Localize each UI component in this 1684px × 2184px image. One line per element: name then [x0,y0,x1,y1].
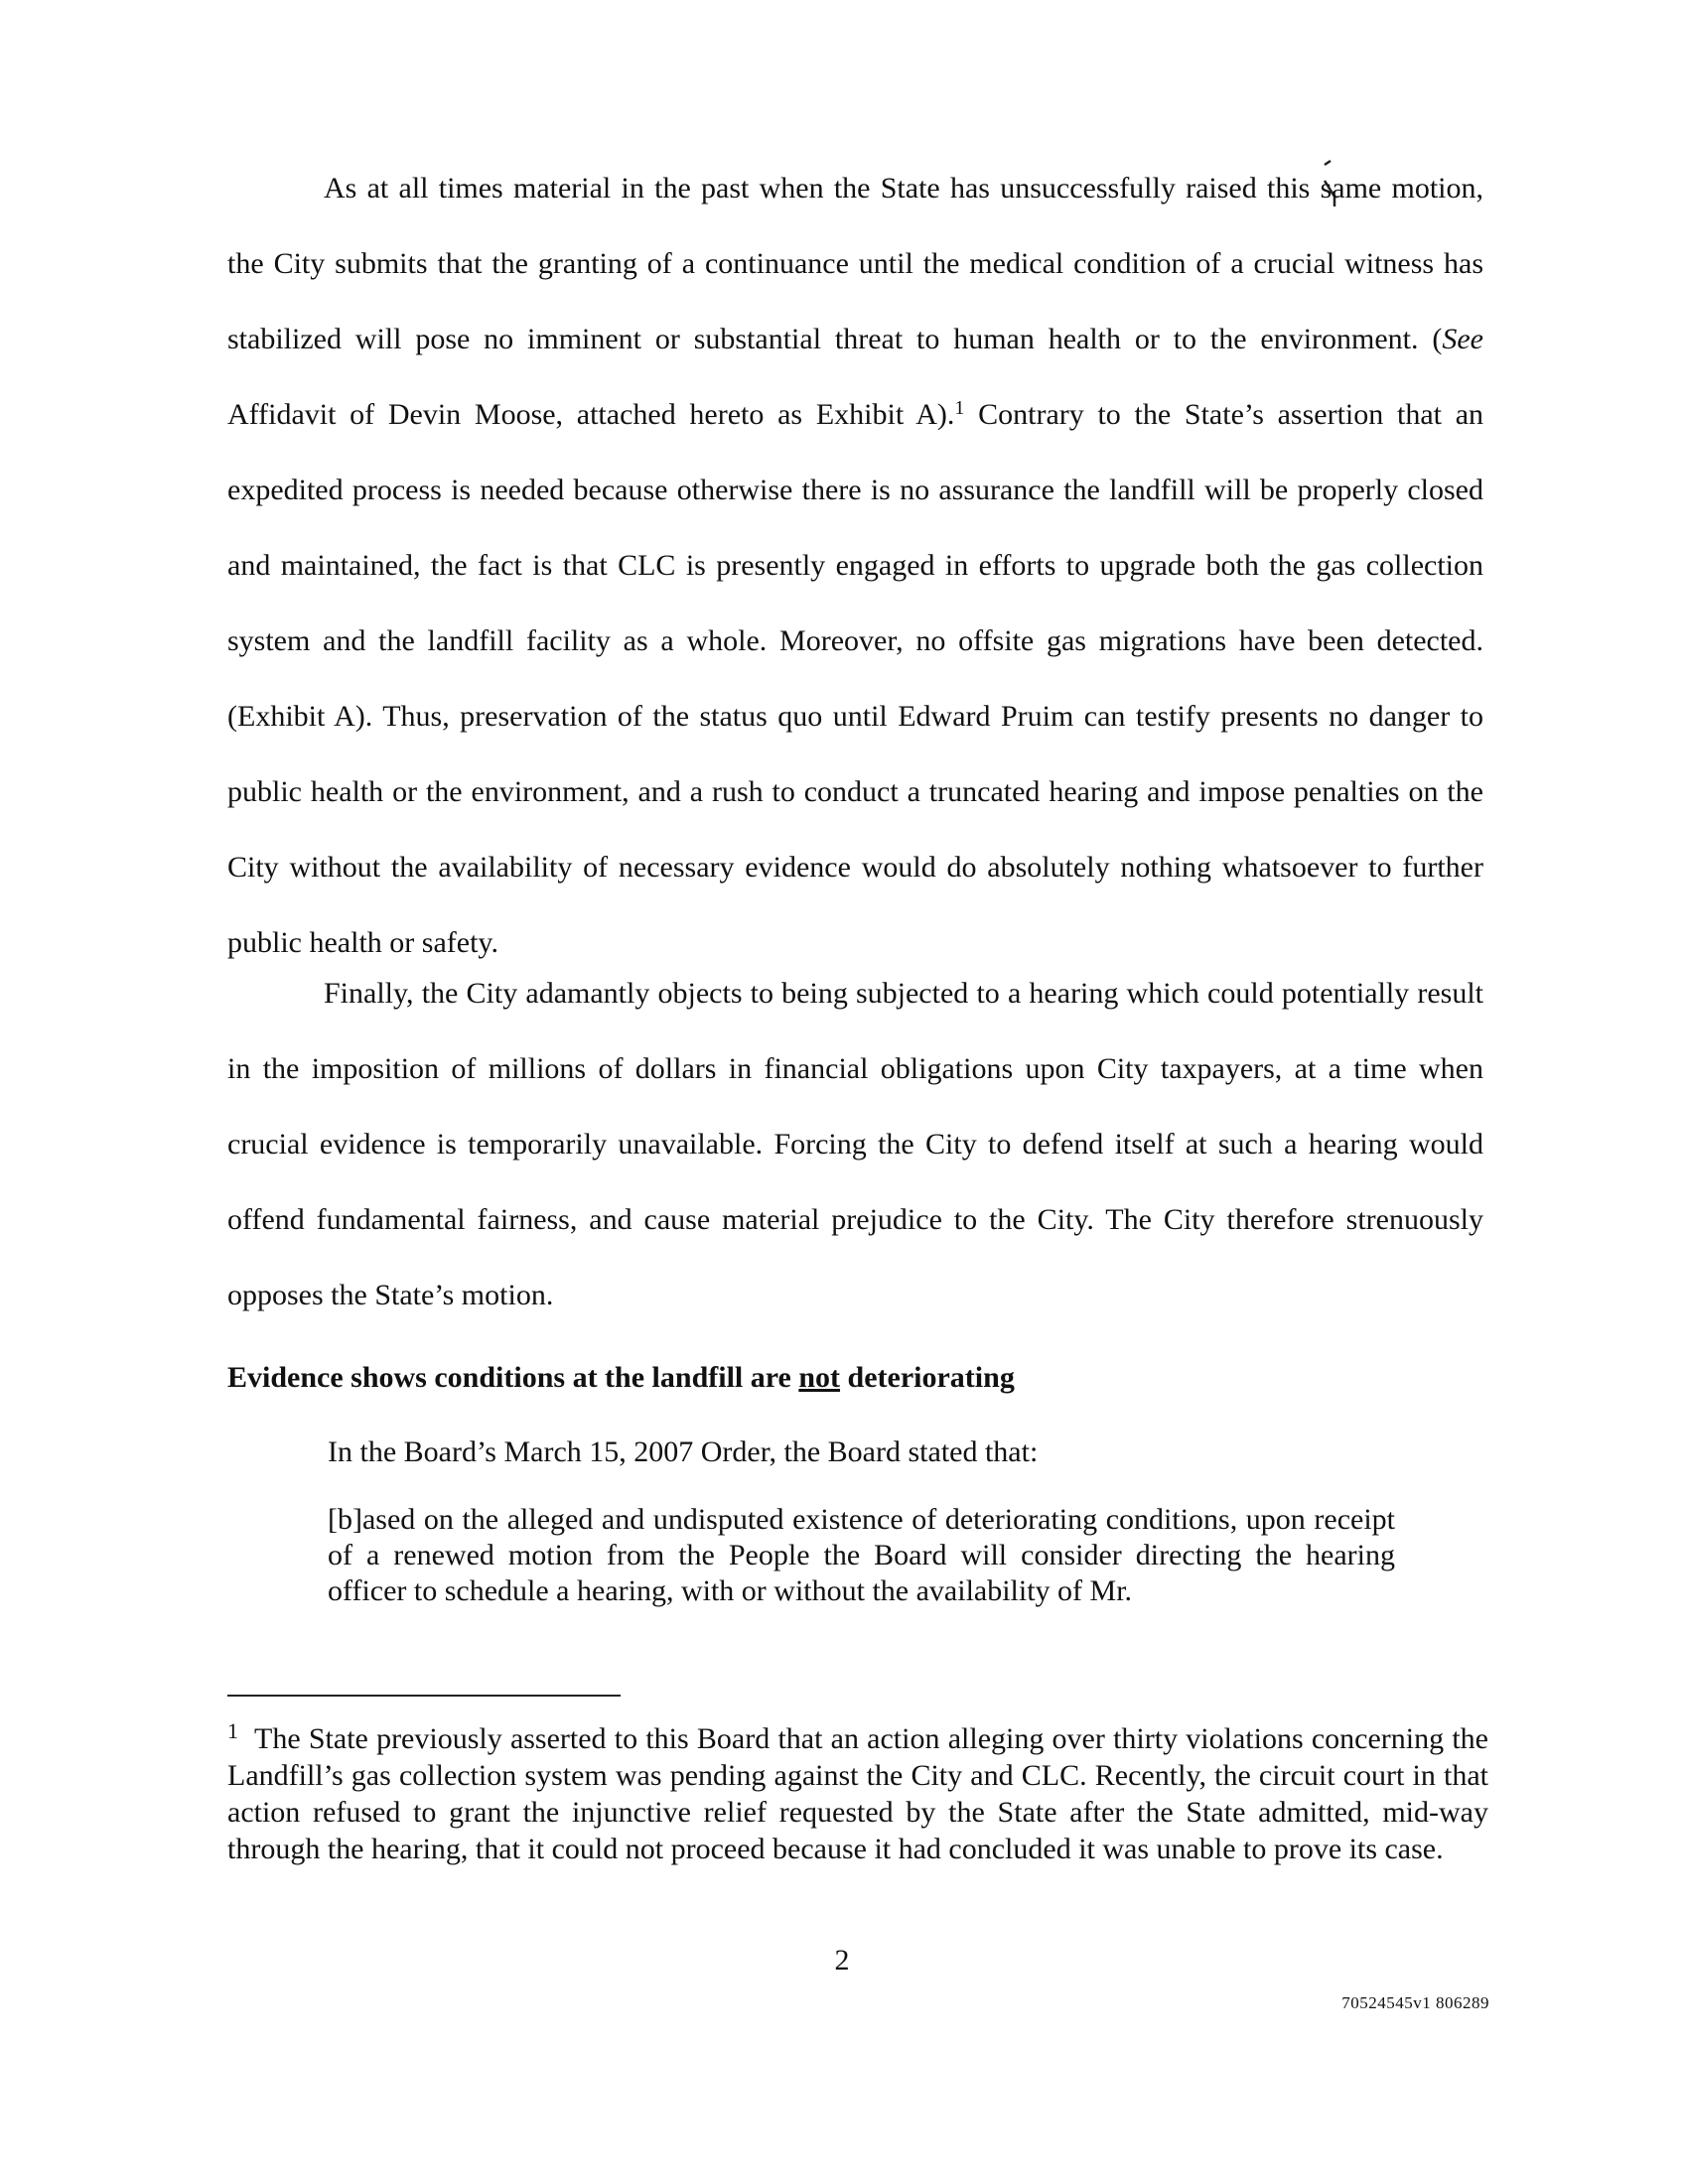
heading-text: deteriorating [840,1361,1015,1394]
block-quote: [b]ased on the alleged and undisputed existence of deteriorating conditions, upon receipt of a renewed motion from the People the Board will consider directing the hearing officer to schedule a hearing, with or without the availability of Mr. [328,1503,1395,1607]
footnote-number: 1 [227,1718,238,1743]
footnote-divider [227,1695,621,1697]
order-intro: In the Board’s March 15, 2007 Order, the Board stated that: [328,1435,1039,1468]
footnote-text: The State previously asserted to this Board that an action alleging over thirty violations concerning the Landfill’s gas collection system was pending against the City and CLC. Recently, the circuit court in that action refused to grant the injunctive relief requested by the State after the State admitted, mid-way through the hearing, that it could not proceed because it had concluded it was unable to prove its case. [227,1722,1488,1865]
footnote [227,1720,1488,1867]
paragraph-text: Affidavit of Devin Moose, attached hereto as Exhibit A). [227,398,955,431]
section-heading [227,1358,1015,1398]
heading-text: Evidence shows conditions at the landfill are [227,1361,799,1394]
document-id: 70524545v1 806289 [1341,1993,1489,2012]
paragraph-objection: Finally, the City adamantly objects to being subjected to a hearing which could potentially result in the imposition of millions of dollars in financial obligations upon City taxpayers, at a time when crucial evidence is temporarily unavailable. Forcing the City to defend itself at such a hearing would offend fundamental fairness, and cause material prejudice to the City. The City therefore strenuously opposes the State’s motion. [227,977,1483,1311]
page-number: 2 [834,1944,850,1977]
heading-emphasis: not [798,1361,841,1394]
see-citation: See [1442,323,1483,355]
paragraph-text: As at all times material in the past when the State has unsuccessfully raised this same motion, the City submits that the granting of a continuance until the medical condition of a crucial witness has stabilized will pose no imminent or substantial threat to human health or to the environment. ( [227,172,1483,355]
paragraph-continuance [227,151,1483,981]
footnote-reference[interactable]: 1 [954,397,965,419]
paragraph-text: Contrary to the State’s assertion that an expedited process is needed because otherwise there is no assurance the landfill will be properly closed and maintained, the fact is that CLC is presently engaged in efforts to upgrade both the gas collection system and the landfill facility as a whole. Moreover, no offsite gas migrations have been detected. (Exhibit A). Thus, preservation of the status quo until Edward Pruim can testify presents no danger to public health or the environment, and a rush to conduct a truncated hearing and impose penalties on the City without the availability of necessary evidence would do absolutely nothing whatsoever to further public health or safety. [227,398,1484,959]
